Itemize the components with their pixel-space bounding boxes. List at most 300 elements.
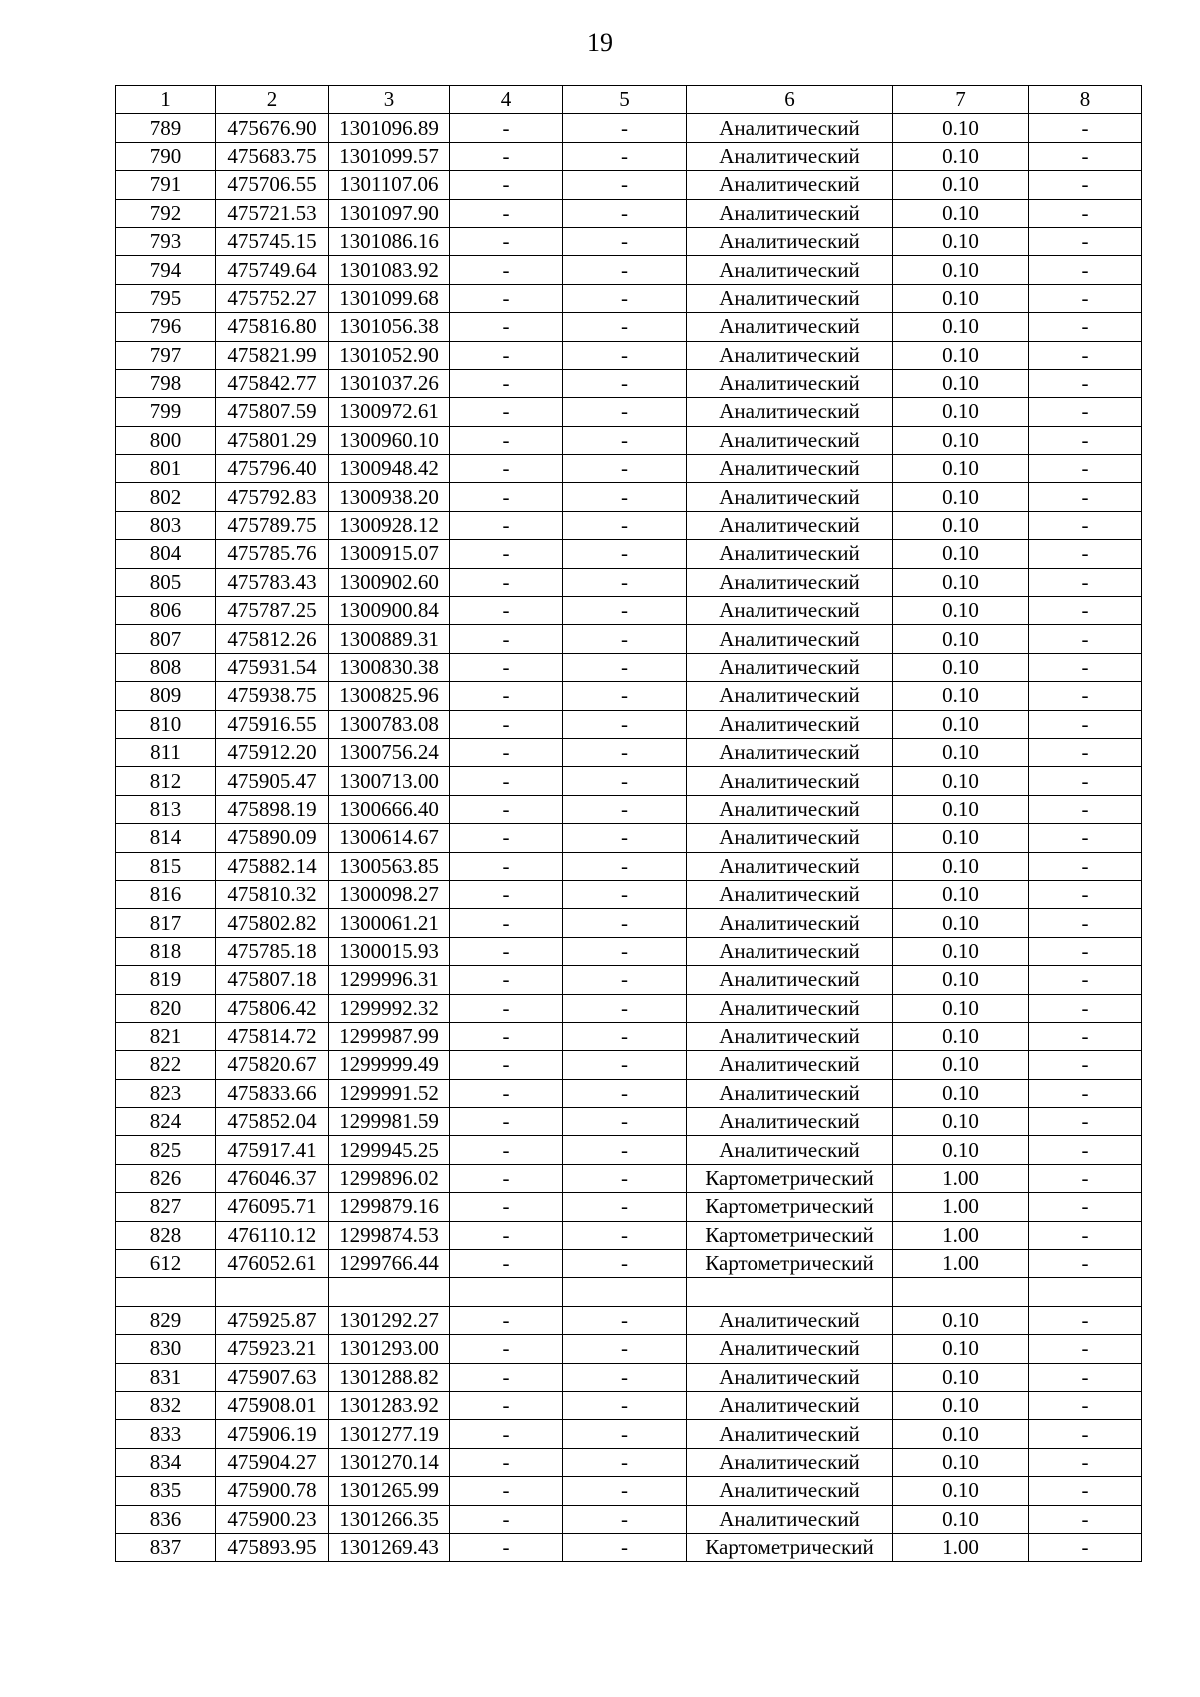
table-row bbox=[116, 625, 1142, 653]
table-cell: 0.10 bbox=[893, 341, 1029, 369]
table-cell: - bbox=[1029, 568, 1142, 596]
table-cell: 0.10 bbox=[893, 880, 1029, 908]
table-cell: 1.00 bbox=[893, 1193, 1029, 1221]
table-row bbox=[116, 455, 1142, 483]
table-row bbox=[116, 341, 1142, 369]
table-cell: - bbox=[563, 171, 687, 199]
table-cell: - bbox=[450, 227, 563, 255]
table-row bbox=[116, 398, 1142, 426]
table-cell: 1299879.16 bbox=[329, 1193, 450, 1221]
table-cell: 612 bbox=[116, 1250, 216, 1278]
table-cell: 0.10 bbox=[893, 1505, 1029, 1533]
table-row bbox=[116, 511, 1142, 539]
table-cell: - bbox=[563, 1306, 687, 1334]
table-cell: Аналитический bbox=[687, 398, 893, 426]
table-body bbox=[116, 114, 1142, 1562]
table-cell: - bbox=[1029, 1022, 1142, 1050]
table-cell: 1300972.61 bbox=[329, 398, 450, 426]
table-cell: Аналитический bbox=[687, 1306, 893, 1334]
column-header-4: 4 bbox=[450, 86, 563, 114]
table-cell: - bbox=[563, 1051, 687, 1079]
table-cell: - bbox=[1029, 1448, 1142, 1476]
table-cell: 476052.61 bbox=[216, 1250, 329, 1278]
table-cell: 475893.95 bbox=[216, 1533, 329, 1561]
table-row bbox=[116, 256, 1142, 284]
table-cell: Аналитический bbox=[687, 682, 893, 710]
table-cell: 475905.47 bbox=[216, 767, 329, 795]
table-row bbox=[116, 171, 1142, 199]
table-row bbox=[116, 1278, 1142, 1306]
table-row bbox=[116, 199, 1142, 227]
table-row bbox=[116, 1250, 1142, 1278]
table-cell: 814 bbox=[116, 824, 216, 852]
table-cell: 1300915.07 bbox=[329, 540, 450, 568]
table-cell: - bbox=[563, 1505, 687, 1533]
table-cell: 822 bbox=[116, 1051, 216, 1079]
table-cell: - bbox=[1029, 824, 1142, 852]
table-cell: 812 bbox=[116, 767, 216, 795]
table-cell: - bbox=[450, 682, 563, 710]
table-cell: 0.10 bbox=[893, 1108, 1029, 1136]
table-cell: - bbox=[563, 1391, 687, 1419]
table-row bbox=[116, 426, 1142, 454]
table-cell: 821 bbox=[116, 1022, 216, 1050]
table-cell: 1301099.57 bbox=[329, 142, 450, 170]
table-cell: - bbox=[1029, 341, 1142, 369]
table-cell: Аналитический bbox=[687, 767, 893, 795]
table-cell: - bbox=[563, 909, 687, 937]
table-cell: 1.00 bbox=[893, 1164, 1029, 1192]
table-cell: Картометрический bbox=[687, 1533, 893, 1561]
table-cell: - bbox=[563, 284, 687, 312]
table-cell: 475802.82 bbox=[216, 909, 329, 937]
table-cell: 475810.32 bbox=[216, 880, 329, 908]
column-header-6: 6 bbox=[687, 86, 893, 114]
table-cell: - bbox=[563, 426, 687, 454]
table-cell: - bbox=[563, 738, 687, 766]
table-cell: - bbox=[1029, 1221, 1142, 1249]
table-cell: Аналитический bbox=[687, 455, 893, 483]
table-row bbox=[116, 994, 1142, 1022]
table-cell: Аналитический bbox=[687, 114, 893, 142]
table-cell: 475923.21 bbox=[216, 1335, 329, 1363]
table-cell: 829 bbox=[116, 1306, 216, 1334]
table-cell: - bbox=[450, 710, 563, 738]
table-cell: - bbox=[450, 937, 563, 965]
table-cell: 0.10 bbox=[893, 256, 1029, 284]
table-cell: Аналитический bbox=[687, 1448, 893, 1476]
table-cell: 823 bbox=[116, 1079, 216, 1107]
table-cell: Аналитический bbox=[687, 966, 893, 994]
table-cell: - bbox=[450, 909, 563, 937]
table-cell: Аналитический bbox=[687, 511, 893, 539]
table-cell: - bbox=[563, 625, 687, 653]
table-cell: 0.10 bbox=[893, 1448, 1029, 1476]
table-cell: - bbox=[450, 1079, 563, 1107]
table-cell: - bbox=[450, 313, 563, 341]
table-cell: 1299874.53 bbox=[329, 1221, 450, 1249]
table-cell: - bbox=[563, 1108, 687, 1136]
table-cell: - bbox=[450, 767, 563, 795]
table-cell: Картометрический bbox=[687, 1250, 893, 1278]
table-cell: Аналитический bbox=[687, 199, 893, 227]
table-cell: Аналитический bbox=[687, 426, 893, 454]
table-cell: - bbox=[563, 937, 687, 965]
table-row bbox=[116, 1108, 1142, 1136]
table-cell: 0.10 bbox=[893, 852, 1029, 880]
table-row bbox=[116, 909, 1142, 937]
table-cell: Аналитический bbox=[687, 369, 893, 397]
table-row bbox=[116, 824, 1142, 852]
table-cell: 825 bbox=[116, 1136, 216, 1164]
table-cell: 1301086.16 bbox=[329, 227, 450, 255]
table-cell: Аналитический bbox=[687, 1505, 893, 1533]
table-cell: 0.10 bbox=[893, 1363, 1029, 1391]
table-cell: 0.10 bbox=[893, 795, 1029, 823]
table-cell: - bbox=[1029, 1079, 1142, 1107]
table-cell: 1301099.68 bbox=[329, 284, 450, 312]
table-cell: 475898.19 bbox=[216, 795, 329, 823]
table-cell: 824 bbox=[116, 1108, 216, 1136]
table-cell: 475882.14 bbox=[216, 852, 329, 880]
table-cell: 790 bbox=[116, 142, 216, 170]
table-cell: 1300889.31 bbox=[329, 625, 450, 653]
table-cell: - bbox=[563, 511, 687, 539]
table-cell: Аналитический bbox=[687, 142, 893, 170]
table-cell bbox=[450, 1278, 563, 1306]
table-cell: Картометрический bbox=[687, 1221, 893, 1249]
table-cell: 475906.19 bbox=[216, 1420, 329, 1448]
table-cell: 820 bbox=[116, 994, 216, 1022]
table-cell: 475676.90 bbox=[216, 114, 329, 142]
table-cell: - bbox=[450, 597, 563, 625]
table-cell: Картометрический bbox=[687, 1164, 893, 1192]
table-cell: 476110.12 bbox=[216, 1221, 329, 1249]
table-cell: 799 bbox=[116, 398, 216, 426]
table-row bbox=[116, 966, 1142, 994]
table-cell: 0.10 bbox=[893, 1477, 1029, 1505]
page-number: 19 bbox=[587, 28, 613, 57]
table-cell: - bbox=[563, 1420, 687, 1448]
table-row bbox=[116, 114, 1142, 142]
table-cell: 1299999.49 bbox=[329, 1051, 450, 1079]
table-cell: - bbox=[1029, 937, 1142, 965]
table-cell: 0.10 bbox=[893, 625, 1029, 653]
table-cell: 797 bbox=[116, 341, 216, 369]
table-cell: Аналитический bbox=[687, 341, 893, 369]
table-cell: 1.00 bbox=[893, 1533, 1029, 1561]
table-row bbox=[116, 682, 1142, 710]
table-cell: - bbox=[1029, 625, 1142, 653]
table-cell: Аналитический bbox=[687, 795, 893, 823]
table-cell: - bbox=[1029, 653, 1142, 681]
table-cell: 1300666.40 bbox=[329, 795, 450, 823]
table-cell: 0.10 bbox=[893, 511, 1029, 539]
table-cell: 1299981.59 bbox=[329, 1108, 450, 1136]
table-cell: 1300783.08 bbox=[329, 710, 450, 738]
table-row bbox=[116, 1533, 1142, 1561]
table-cell: - bbox=[563, 483, 687, 511]
table-cell: - bbox=[1029, 142, 1142, 170]
table-cell: 0.10 bbox=[893, 483, 1029, 511]
column-header-1: 1 bbox=[116, 86, 216, 114]
table-cell: - bbox=[1029, 1306, 1142, 1334]
table-cell: 789 bbox=[116, 114, 216, 142]
table-cell: 475785.18 bbox=[216, 937, 329, 965]
table-cell: - bbox=[1029, 426, 1142, 454]
table-cell: 1301283.92 bbox=[329, 1391, 450, 1419]
table-cell: - bbox=[563, 1193, 687, 1221]
table-cell: - bbox=[450, 284, 563, 312]
table-cell: - bbox=[563, 455, 687, 483]
table-cell: - bbox=[1029, 1136, 1142, 1164]
table-cell bbox=[1029, 1278, 1142, 1306]
table-cell: 475812.26 bbox=[216, 625, 329, 653]
table-cell: 1301083.92 bbox=[329, 256, 450, 284]
table-cell: - bbox=[1029, 597, 1142, 625]
table-cell: - bbox=[563, 597, 687, 625]
table-cell: 798 bbox=[116, 369, 216, 397]
table-cell: 1301265.99 bbox=[329, 1477, 450, 1505]
table-row bbox=[116, 767, 1142, 795]
table-cell: 1300928.12 bbox=[329, 511, 450, 539]
table-cell: 1.00 bbox=[893, 1250, 1029, 1278]
table-cell: - bbox=[1029, 682, 1142, 710]
table-cell: 1300830.38 bbox=[329, 653, 450, 681]
table-cell: Аналитический bbox=[687, 653, 893, 681]
table-cell: 475721.53 bbox=[216, 199, 329, 227]
table-cell: Аналитический bbox=[687, 738, 893, 766]
table-cell: 0.10 bbox=[893, 966, 1029, 994]
table-cell: 1301277.19 bbox=[329, 1420, 450, 1448]
table-cell: 475816.80 bbox=[216, 313, 329, 341]
table-cell: 791 bbox=[116, 171, 216, 199]
table-cell: - bbox=[563, 1250, 687, 1278]
table-cell: - bbox=[450, 1051, 563, 1079]
table-row bbox=[116, 880, 1142, 908]
table-cell: - bbox=[1029, 398, 1142, 426]
table-cell: 0.10 bbox=[893, 369, 1029, 397]
table-row bbox=[116, 937, 1142, 965]
table-cell: - bbox=[1029, 1363, 1142, 1391]
table-cell: 1300902.60 bbox=[329, 568, 450, 596]
table-row bbox=[116, 795, 1142, 823]
table-row bbox=[116, 1022, 1142, 1050]
table-cell: 831 bbox=[116, 1363, 216, 1391]
table-cell: - bbox=[450, 1022, 563, 1050]
table-cell: Аналитический bbox=[687, 1108, 893, 1136]
table-cell: 793 bbox=[116, 227, 216, 255]
table-cell: - bbox=[563, 1079, 687, 1107]
table-row bbox=[116, 710, 1142, 738]
table-cell: 0.10 bbox=[893, 568, 1029, 596]
table-row bbox=[116, 369, 1142, 397]
table-cell: - bbox=[1029, 710, 1142, 738]
table-cell: - bbox=[450, 852, 563, 880]
table-cell: Аналитический bbox=[687, 227, 893, 255]
table-cell: 475789.75 bbox=[216, 511, 329, 539]
table-cell: - bbox=[1029, 1335, 1142, 1363]
table-cell: 0.10 bbox=[893, 597, 1029, 625]
table-row bbox=[116, 1079, 1142, 1107]
table-cell: - bbox=[450, 568, 563, 596]
table-cell: 0.10 bbox=[893, 199, 1029, 227]
table-cell: - bbox=[450, 1391, 563, 1419]
table-cell: - bbox=[563, 1533, 687, 1561]
table-cell: 827 bbox=[116, 1193, 216, 1221]
table-cell: - bbox=[450, 625, 563, 653]
table-cell: - bbox=[563, 199, 687, 227]
table-cell: 0.10 bbox=[893, 114, 1029, 142]
table-cell: 1299945.25 bbox=[329, 1136, 450, 1164]
column-header-2: 2 bbox=[216, 86, 329, 114]
table-cell: 1301052.90 bbox=[329, 341, 450, 369]
table-row bbox=[116, 568, 1142, 596]
table-cell: 1300563.85 bbox=[329, 852, 450, 880]
table-cell: 0.10 bbox=[893, 1420, 1029, 1448]
table-cell: - bbox=[1029, 880, 1142, 908]
table-cell: - bbox=[563, 682, 687, 710]
table-cell: - bbox=[1029, 227, 1142, 255]
table-row bbox=[116, 1363, 1142, 1391]
table-cell bbox=[893, 1278, 1029, 1306]
table-cell: 1300098.27 bbox=[329, 880, 450, 908]
table-cell: 0.10 bbox=[893, 1306, 1029, 1334]
table-cell: 0.10 bbox=[893, 1079, 1029, 1107]
table-cell: - bbox=[450, 1108, 563, 1136]
table-cell: - bbox=[1029, 1193, 1142, 1221]
table-cell: Аналитический bbox=[687, 483, 893, 511]
table-cell: 1300938.20 bbox=[329, 483, 450, 511]
table-cell: 826 bbox=[116, 1164, 216, 1192]
table-cell: 475912.20 bbox=[216, 738, 329, 766]
table-cell: - bbox=[563, 994, 687, 1022]
table-cell: 0.10 bbox=[893, 1022, 1029, 1050]
table-cell: 0.10 bbox=[893, 682, 1029, 710]
table-cell: 1300713.00 bbox=[329, 767, 450, 795]
table-cell: 475706.55 bbox=[216, 171, 329, 199]
table-cell: - bbox=[450, 1306, 563, 1334]
table-cell: 816 bbox=[116, 880, 216, 908]
table-cell: Аналитический bbox=[687, 1136, 893, 1164]
table-cell: 475833.66 bbox=[216, 1079, 329, 1107]
table-cell: - bbox=[563, 114, 687, 142]
table-cell: Картометрический bbox=[687, 1193, 893, 1221]
table-cell: Аналитический bbox=[687, 880, 893, 908]
table-cell: - bbox=[1029, 1505, 1142, 1533]
table-row bbox=[116, 852, 1142, 880]
table-cell: - bbox=[450, 398, 563, 426]
table-cell: - bbox=[563, 369, 687, 397]
table-cell: - bbox=[1029, 256, 1142, 284]
table-row bbox=[116, 1164, 1142, 1192]
table-cell: 475917.41 bbox=[216, 1136, 329, 1164]
table-cell: 0.10 bbox=[893, 1136, 1029, 1164]
table-cell: 476095.71 bbox=[216, 1193, 329, 1221]
table-cell: Аналитический bbox=[687, 284, 893, 312]
table-row bbox=[116, 597, 1142, 625]
coordinates-table bbox=[115, 85, 1142, 1562]
table-cell: 836 bbox=[116, 1505, 216, 1533]
table-cell: 833 bbox=[116, 1420, 216, 1448]
table-cell: - bbox=[1029, 909, 1142, 937]
table-cell: - bbox=[563, 1221, 687, 1249]
table-cell: - bbox=[1029, 738, 1142, 766]
table-cell bbox=[216, 1278, 329, 1306]
table-cell: - bbox=[1029, 1108, 1142, 1136]
table-cell: - bbox=[563, 227, 687, 255]
table-cell: - bbox=[450, 1193, 563, 1221]
table-cell: 801 bbox=[116, 455, 216, 483]
table-cell: 475900.23 bbox=[216, 1505, 329, 1533]
table-cell: 0.10 bbox=[893, 455, 1029, 483]
table-cell: 1301037.26 bbox=[329, 369, 450, 397]
table-cell: Аналитический bbox=[687, 937, 893, 965]
table-cell: 1301292.27 bbox=[329, 1306, 450, 1334]
table-cell: - bbox=[450, 1448, 563, 1476]
table-cell: Аналитический bbox=[687, 994, 893, 1022]
table-cell: 802 bbox=[116, 483, 216, 511]
table-cell: 800 bbox=[116, 426, 216, 454]
table-cell: - bbox=[1029, 852, 1142, 880]
table-cell: 1300825.96 bbox=[329, 682, 450, 710]
table-cell: - bbox=[1029, 369, 1142, 397]
table-cell: 475783.43 bbox=[216, 568, 329, 596]
table-cell: Аналитический bbox=[687, 1363, 893, 1391]
table-cell: - bbox=[450, 142, 563, 170]
column-header-3: 3 bbox=[329, 86, 450, 114]
table-cell: Аналитический bbox=[687, 597, 893, 625]
table-cell: 475931.54 bbox=[216, 653, 329, 681]
table-cell: 1300614.67 bbox=[329, 824, 450, 852]
table-cell: 1301096.89 bbox=[329, 114, 450, 142]
table-row bbox=[116, 1420, 1142, 1448]
table-cell: Аналитический bbox=[687, 1335, 893, 1363]
table-cell: - bbox=[1029, 966, 1142, 994]
table-cell: 0.10 bbox=[893, 284, 1029, 312]
table-cell: 1299987.99 bbox=[329, 1022, 450, 1050]
table-cell: - bbox=[450, 426, 563, 454]
table-cell: Аналитический bbox=[687, 1079, 893, 1107]
table-cell: 0.10 bbox=[893, 1051, 1029, 1079]
table-row bbox=[116, 1477, 1142, 1505]
table-row bbox=[116, 1306, 1142, 1334]
table-cell: - bbox=[563, 1363, 687, 1391]
table-cell: - bbox=[450, 199, 563, 227]
table-cell: 1301293.00 bbox=[329, 1335, 450, 1363]
table-cell: Аналитический bbox=[687, 824, 893, 852]
table-cell: Аналитический bbox=[687, 852, 893, 880]
table-cell: - bbox=[1029, 171, 1142, 199]
table-cell: - bbox=[563, 1335, 687, 1363]
table-cell: - bbox=[1029, 767, 1142, 795]
table-cell: 806 bbox=[116, 597, 216, 625]
table-cell: - bbox=[563, 1136, 687, 1164]
table-cell: - bbox=[563, 852, 687, 880]
table-cell: 830 bbox=[116, 1335, 216, 1363]
table-cell: Аналитический bbox=[687, 171, 893, 199]
table-cell: - bbox=[563, 710, 687, 738]
table-cell: 837 bbox=[116, 1533, 216, 1561]
table-cell: - bbox=[563, 653, 687, 681]
table-row bbox=[116, 313, 1142, 341]
table-cell: - bbox=[563, 341, 687, 369]
table-cell: 475900.78 bbox=[216, 1477, 329, 1505]
table-cell: - bbox=[450, 1335, 563, 1363]
table-cell: - bbox=[1029, 1051, 1142, 1079]
header-row bbox=[116, 86, 1142, 114]
table-cell: - bbox=[563, 256, 687, 284]
